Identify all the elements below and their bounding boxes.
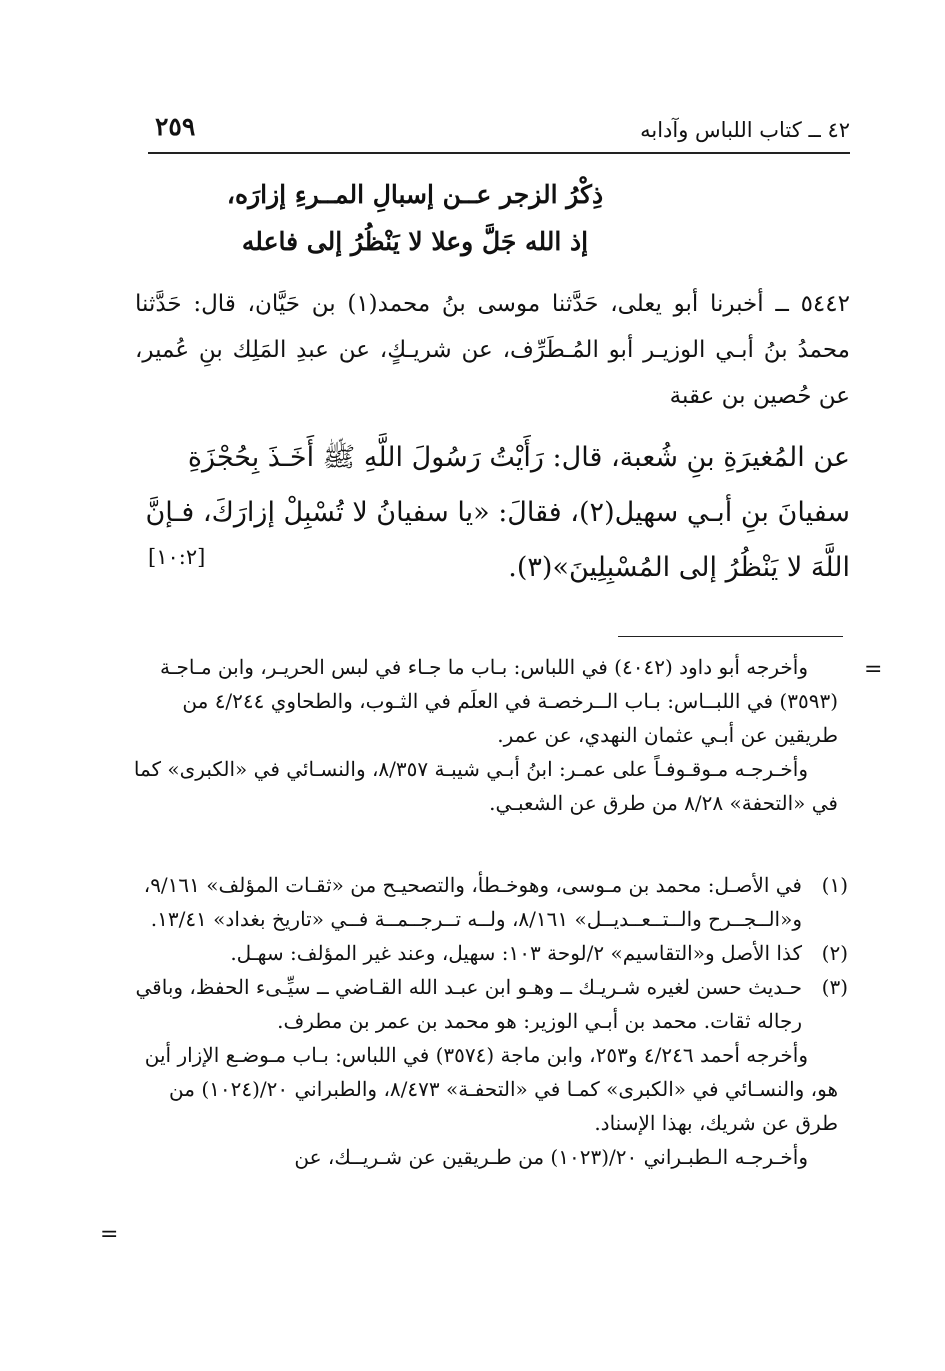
footnotes-list: [132, 868, 850, 1174]
footnote-number: (١): [821, 873, 848, 897]
footnote-text: وأخرجه أحمد ٤/٢٤٦ و٢٥٣، وابن ماجة (٣٥٧٤) في اللباس: بـاب مـوضـع الإزار أين هو، والنسـائي في «الكبرى» كمـا في «التحفـة» ٨/٤٧٣، والطبراني ٢٠/(١٠٢٤) من طرق عن شريك، بهذا الإسناد.: [144, 1043, 838, 1135]
footnote-item: [132, 970, 850, 1174]
footnote-number: (٣): [821, 975, 848, 999]
header-rule: [148, 152, 850, 154]
page-number: ٢٥٩: [155, 112, 196, 141]
footnote-number: (٢): [821, 941, 848, 965]
hadith-reference: [١٠:٢]: [148, 545, 206, 569]
continuation-mark: =: [864, 657, 883, 682]
footnote-continuation: [132, 650, 850, 820]
end-continuation-mark: =: [100, 1222, 119, 1247]
section-title-line-1: ذِكْرُ الزجر عــن إسبالِ المــرءِ إزارَه،: [226, 180, 604, 209]
hadith-matn: عن المُغيرَةِ بنِ شُعبة، قال: رَأَيْتُ رَسُولَ اللَّهِ ﷺ أَخَـذَ بِحُجْزَةِ سفيانَ بنِ أبـي سهيل(٢)، فقالَ: «يا سفيانُ لا تُسْبِلْ إزارَكَ، فـإنَّ اللَّهَ لا يَنْظُرُ إلى المُسْبِلِينَ»(٣).: [145, 442, 850, 583]
footnote-text: في الأصـل: محمد بن مـوسى، وهوخـطأ، والتصحيـح من «ثقـات المؤلف» ٩/١٦١، و«الــجــرح والــتــعــديــل» ٨/١٦١، ولــه تــرجــمــة فــي «تاريخ بغداد» ١٣/٤١.: [143, 873, 802, 931]
hadith-isnad: ٥٤٤٢ ــ أخبرنا أبو يعلى، حَدَّثنا موسى بنُ محمد(١) بن حَيَّان، قال: حَدَّثنا محمدُ بنُ أبـي الوزيـر أبو المُـطَرِّف، عن شريـكٍ، عن عبدِ المَلِك بنِ عُمير، عن حُصين بن عقبة: [135, 291, 850, 409]
running-header: [145, 112, 850, 148]
footnote-text: حـديث حسن لغيره شـريـك ــ وهـو ابن عبـد الله القـاضي ــ سيِّـىء الحفظ، وباقي رجاله ثقات. محمد بن أبـي الوزير: هو محمد بن عمر بن مطرف.: [135, 975, 802, 1033]
footnote-paragraph: وأخرجه أبو داود (٤٠٤٢) في اللباس: بـاب ما جـاء في لبس الحريـر، وابن مـاجـة (٣٥٩٣) في اللبــاس: بـاب الــرخصـة في العلَم في الثـوب، والطحاوي ٤/٢٤٤ من طريقين عن أبـي عثمان النهدي، عن عمر.: [159, 655, 838, 747]
chapter-title: ٤٢ ــ كتاب اللباس وآدابه: [640, 118, 850, 142]
footnote-item: [132, 868, 850, 936]
footnote-rule: [618, 636, 843, 637]
footnote-paragraph: وأخـرجـه مـوقـوفـاً على عمـر: ابنُ أبـي شيبـة ٨/٣٥٧، والنسـائي في «الكبرى» كما في «التحفة» ٨/٢٨ من طرق عن الشعبـي.: [133, 757, 838, 815]
footnote-item: [132, 936, 850, 970]
footnote-text: وأخـرجـه الـطبـراني ٢٠/(١٠٢٣) من طـريقين عن شـريــك، عن: [294, 1145, 808, 1169]
footnote-text: كذا الأصل و«التقاسيم» ٢/لوحة ١٠٣: سهيل، وعند غير المؤلف: سهـل.: [230, 941, 802, 965]
section-title-line-2: إذ الله جَلَّ وعلا لا يَنْظُرُ إلى فاعله: [241, 227, 589, 256]
